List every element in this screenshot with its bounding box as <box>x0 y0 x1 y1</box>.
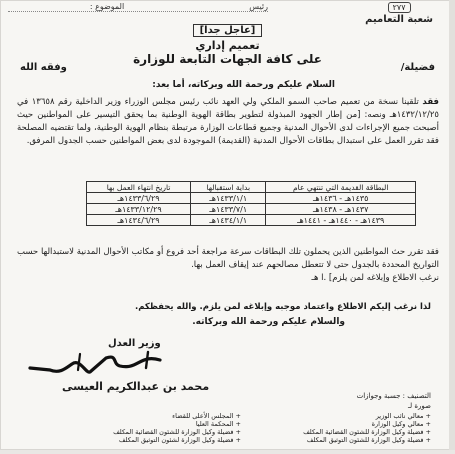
greeting-row <box>20 62 435 76</box>
body-paragraph-2-text: فقد تقرر حث المواطنين الذين يحملون تلك البطاقات سرعة مراجعة أحد فروع أو مكاتب الأحوال المدنية لاستبدالها حسب التواريخ المحددة بالجدول حتى لا تتعطل مصالحهم عند إيقاف العمل بها. <box>17 247 439 270</box>
table-header-row <box>87 182 416 193</box>
table-cell: ١٤٣٩هـ - ١٤٤٠هـ - ١٤٤١هـ <box>266 215 416 226</box>
urgent-marker: [عاجل جدا] <box>193 24 263 37</box>
list-item: + فضيلة وكيل الوزارة للشئون القضائية المكلف <box>303 428 431 436</box>
table-header-cell: تاريخ انتهاء العمل بها <box>87 182 191 193</box>
circular-header <box>0 18 455 66</box>
table-cell: ١٤٣٤/١/١هـ <box>191 215 266 226</box>
body-request-text: نرغب الاطلاع وإبلاغه لمن يلزم] .ا هـ <box>311 273 439 283</box>
circular-addressee: على كافة الجهات التابعة للوزارة <box>133 52 322 66</box>
body-hope-line: لذا نرغب إليكم الاطلاع واعتماد موجبه وإبلاغه لمن يلزم. والله يحفظكم. <box>135 302 431 312</box>
minister-title: وزير العدل <box>108 338 161 349</box>
copy-recipients-right <box>281 412 431 444</box>
closing-line: والسلام عليكم ورحمة الله وبركاته. <box>192 317 345 327</box>
list-item: + معالي وكيل الوزارة <box>371 420 431 428</box>
copy-to-label: صورة لـ <box>407 402 431 410</box>
list-item: + المحكمة العليا <box>195 420 241 428</box>
table-header-cell: بداية استقبالها <box>191 182 266 193</box>
circular-title: تعميم إداري <box>195 39 260 52</box>
page-edge-shadow <box>449 0 455 450</box>
classification-line: التصنيف : جسبة وجوازات <box>356 392 431 400</box>
circular-number: ٢٧٧ <box>388 2 411 13</box>
body-paragraph-1 <box>17 96 439 148</box>
copy-recipients-left <box>91 412 241 444</box>
table-cell: ١٤٣٤/٦/٢٩هـ <box>87 215 191 226</box>
greeting-addressee: فضيلة/ <box>400 62 435 73</box>
minister-name: محمد بن عبدالكريم العيسى <box>62 380 210 393</box>
salutation: السلام عليكم ورحمة الله وبركاته، أما بعد: <box>152 80 335 90</box>
subject-line <box>8 2 268 12</box>
recipient-label: رئيس <box>249 2 268 11</box>
greeting-wish: وفقه الله <box>20 62 67 73</box>
table-cell: ١٤٣٣/١/١هـ <box>191 193 266 204</box>
body-paragraph-2 <box>17 246 439 285</box>
table-cell: ١٤٣٣/١٢/٢٩هـ <box>87 204 191 215</box>
subject-label: الموضوع : <box>89 2 125 11</box>
department-name: شعبة التعاميم <box>365 14 433 25</box>
table-cell: ١٤٣٣/٦/٢٩هـ <box>87 193 191 204</box>
list-item: + فضيلة وكيل الوزارة للشئون التوثيق المكلف <box>306 436 431 444</box>
table-row <box>87 204 416 215</box>
body-lead-word: فقد <box>422 97 439 107</box>
copy-recipients <box>60 412 431 454</box>
table-cell: ١٤٣٧هـ - ١٤٣٨هـ <box>266 204 416 215</box>
list-item: + فضيلة وكيل الوزارة لشئون التوثيق المكلف <box>118 436 241 444</box>
list-item: + فضيلة وكيل الوزارة للشئون القضائية المكلف <box>113 428 241 436</box>
table-cell: ١٤٣٥هـ - ١٤٣٦هـ <box>266 193 416 204</box>
list-item: + معالي نائب الوزير <box>375 412 431 420</box>
card-schedule-table <box>86 181 416 226</box>
body-paragraph-1-text: تلقينا نسخة من تعميم صاحب السمو الملكي ولي العهد نائب رئيس مجلس الوزراء وزير الداخلية رقم ١٣٦٥٨ في ١٤٣٢/١٢/٢٥هـ ونصه: [من إطار الجهود المبذولة لتطوير بطاقة الهوية الوطنية بما يحقق التيسير على المواطنين حيث أصبحت جميع الإجراءات لدى الأحوال المدنية وجميع قطاعات الوزارة مرتبطة بنظام الهوية الوطنية، ولما تقتضيه المصلحة فقد تقرر العمل على استبدال بطاقات الأحوال المدنية (القديمة) الموجودة لدى بعض المواطنين حسب الجدول المرفق. <box>17 97 439 146</box>
table-header-cell: البطاقة القديمة التي تنتهي عام <box>266 182 416 193</box>
table-row <box>87 215 416 226</box>
table-cell: ١٤٣٣/٧/١هـ <box>191 204 266 215</box>
signature-image <box>20 348 170 378</box>
table-row <box>87 193 416 204</box>
list-item: + المجلس الأعلى للقضاء <box>172 412 241 420</box>
